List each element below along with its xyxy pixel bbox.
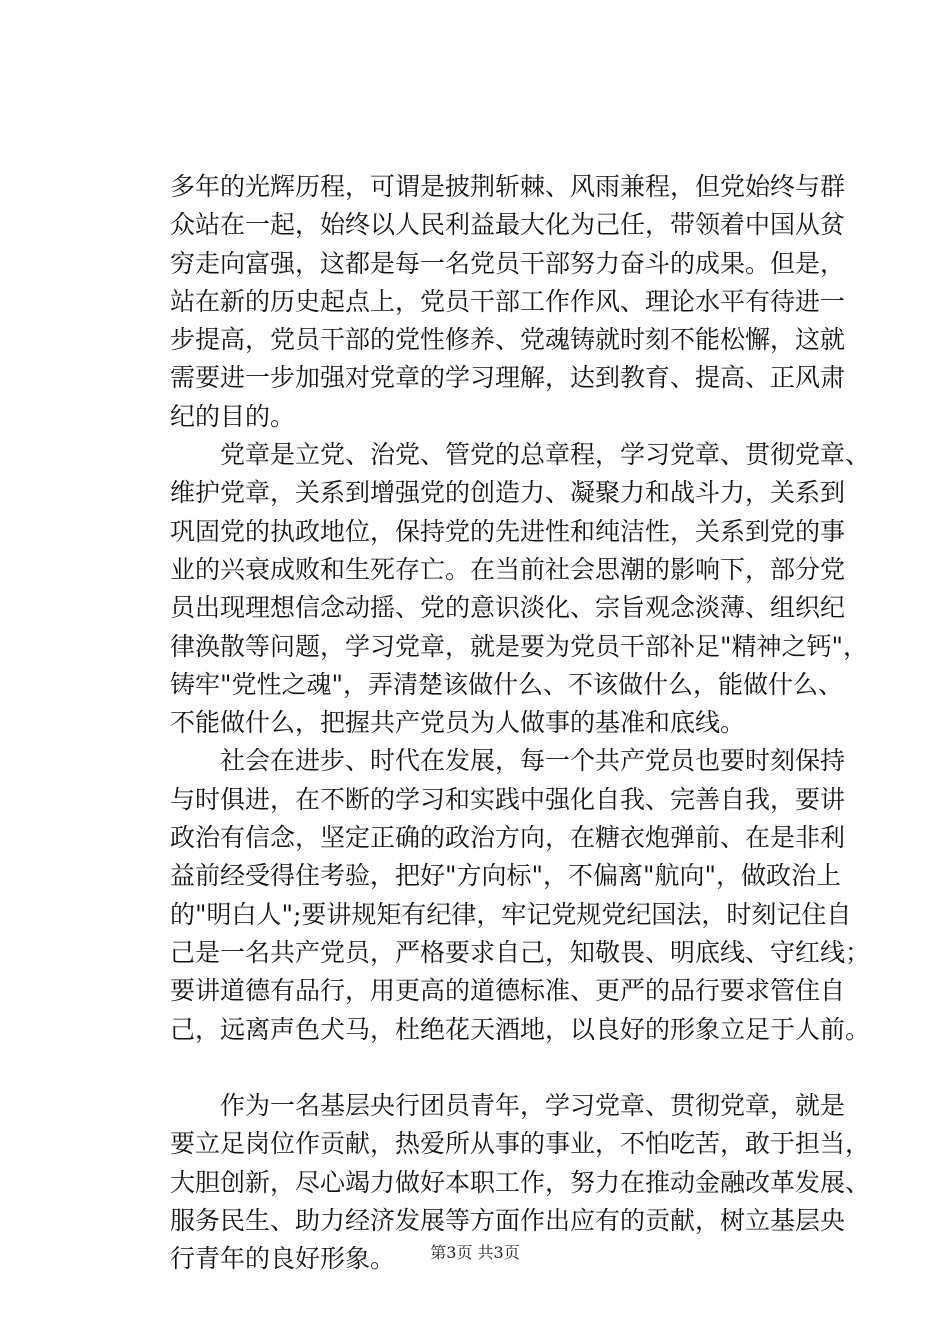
text-line: 巩固党的执政地位，保持党的先进性和纯洁性，关系到党的事	[170, 516, 846, 546]
text-line: 不能做什么，把握共产党员为人做事的基准和底线。	[170, 708, 746, 738]
page-number-footer: 第3页 共3页	[430, 1243, 520, 1262]
document-body	[170, 168, 871, 1279]
text-line: 律涣散等问题，学习党章，就是要为党员干部补足"精神之钙"，	[170, 631, 869, 661]
text-line: 党章是立党、治党、管党的总章程，学习党章、贯彻党章、	[170, 440, 871, 470]
text-line: 己是一名共产党员，严格要求自己，知敬畏、明底线、守红线；	[170, 937, 871, 967]
text-line: 服务民生、助力经济发展等方面作出应有的贡献，树立基层央	[170, 1206, 846, 1236]
text-line: 业的兴衰成败和生死存亡。在当前社会思潮的影响下，部分党	[170, 554, 846, 584]
text-line: 的"明白人";要讲规矩有纪律，牢记党规党纪国法，时刻记住自	[170, 899, 852, 929]
paragraph-spacer	[170, 1049, 860, 1087]
text-line: 己，远离声色犬马，杜绝花天酒地，以良好的形象立足于人前。	[170, 1014, 871, 1044]
text-line: 员出现理想信念动摇、党的意识淡化、宗旨观念淡薄、组织纪	[170, 593, 846, 623]
text-line: 铸牢"党性之魂"，弄清楚该做什么、不该做什么，能做什么、	[170, 669, 844, 699]
text-line: 行青年的良好形象。	[170, 1244, 396, 1274]
text-line: 益前经受得住考验，把好"方向标"，不偏离"航向"，做政治上	[170, 861, 841, 891]
text-line: 多年的光辉历程，可谓是披荆斩棘、风雨兼程，但党始终与群	[170, 172, 846, 201]
text-line: 需要进一步加强对党章的学习理解，达到教育、提高、正风肃	[170, 363, 846, 393]
text-line: 社会在进步、时代在发展，每一个共产党员也要时刻保持	[170, 746, 846, 776]
text-line: 要立足岗位作贡献，热爱所从事的事业，不怕吃苦，敢于担当，	[170, 1129, 871, 1159]
text-line: 维护党章，关系到增强党的创造力、凝聚力和战斗力，关系到	[170, 478, 846, 508]
text-line: 站在新的历史起点上，党员干部工作作风、理论水平有待进一	[170, 286, 846, 316]
text-line: 要讲道德有品行，用更高的道德标准、更严的品行要求管住自	[170, 976, 846, 1006]
text-line: 步提高，党员干部的党性修养、党魂铸就时刻不能松懈，这就	[170, 325, 846, 355]
text-line: 与时俱进，在不断的学习和实践中强化自我、完善自我，要讲	[170, 784, 846, 814]
text-line: 大胆创新，尽心竭力做好本职工作，努力在推动金融改革发展、	[170, 1167, 871, 1197]
text-line: 穷走向富强，这都是每一名党员干部努力奋斗的成果。但是，	[170, 248, 846, 278]
text-line: 纪的目的。	[170, 401, 296, 431]
text-line: 作为一名基层央行团员青年，学习党章、贯彻党章，就是	[170, 1091, 846, 1121]
text-line: 众站在一起，始终以人民利益最大化为己任，带领着中国从贫	[170, 210, 846, 240]
text-line: 政治有信念，坚定正确的政治方向，在糖衣炮弹前、在是非利	[170, 823, 846, 853]
